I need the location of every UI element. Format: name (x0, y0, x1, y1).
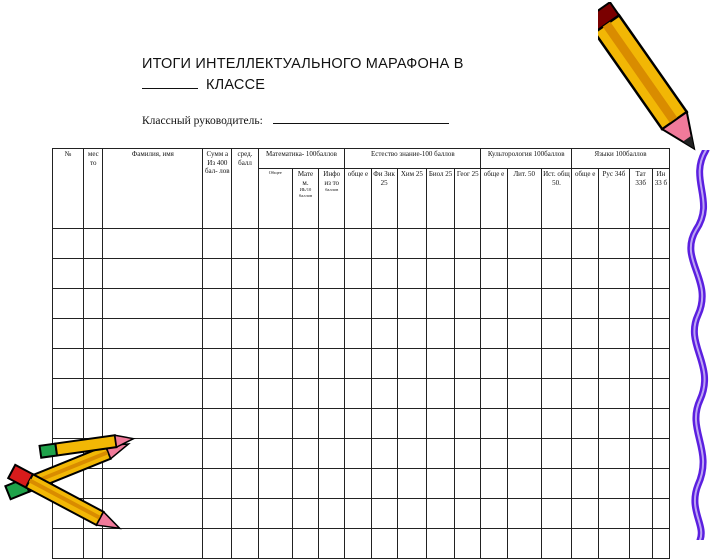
table-cell[interactable] (397, 289, 426, 319)
table-cell[interactable] (629, 229, 652, 259)
header-lang-tatar: Тат 33б (629, 169, 652, 229)
table-cell[interactable] (481, 529, 507, 559)
table-cell[interactable] (203, 229, 232, 259)
table-cell[interactable] (292, 289, 318, 319)
table-cell[interactable] (345, 529, 371, 559)
table-cell[interactable] (629, 379, 652, 409)
table-row (53, 379, 670, 409)
header-number: № (53, 149, 84, 229)
table-cell[interactable] (292, 529, 318, 559)
table-cell[interactable] (629, 529, 652, 559)
table-cell[interactable] (481, 259, 507, 289)
table-cell[interactable] (572, 289, 599, 319)
table-cell[interactable] (345, 319, 371, 349)
table-cell[interactable] (541, 289, 571, 319)
table-cell[interactable] (599, 259, 629, 289)
table-cell[interactable] (84, 319, 103, 349)
table-cell[interactable] (345, 439, 371, 469)
table-cell[interactable] (232, 469, 258, 499)
pencil-icon (598, 2, 704, 172)
table-cell[interactable] (232, 439, 258, 469)
table-cell[interactable] (258, 409, 292, 439)
header-average: сред. балл (232, 149, 258, 229)
table-row (53, 319, 670, 349)
pencils-icon (0, 430, 150, 540)
table-cell[interactable] (652, 379, 669, 409)
table-cell[interactable] (371, 319, 397, 349)
squiggle-decoration (676, 150, 720, 540)
table-cell[interactable] (652, 439, 669, 469)
table-cell[interactable] (203, 259, 232, 289)
header-math-math-main: Мате м. (297, 170, 314, 187)
table-cell[interactable] (507, 529, 541, 559)
table-cell[interactable] (572, 469, 599, 499)
table-cell[interactable] (53, 349, 84, 379)
table-cell[interactable] (292, 259, 318, 289)
table-cell[interactable] (258, 379, 292, 409)
table-cell[interactable] (599, 439, 629, 469)
table-cell[interactable] (371, 529, 397, 559)
table-cell[interactable] (345, 289, 371, 319)
table-cell[interactable] (629, 409, 652, 439)
table-cell[interactable] (481, 229, 507, 259)
table-cell[interactable] (481, 499, 507, 529)
table-cell[interactable] (232, 499, 258, 529)
table-cell[interactable] (599, 289, 629, 319)
table-cell[interactable] (232, 229, 258, 259)
header-culture-literature: Лит. 50 (507, 169, 541, 229)
table-cell[interactable] (599, 319, 629, 349)
header-group-science: Естество знание-100 баллов (345, 149, 481, 169)
table-cell[interactable] (426, 409, 454, 439)
table-cell[interactable] (292, 499, 318, 529)
table-cell[interactable] (397, 379, 426, 409)
table-cell[interactable] (629, 439, 652, 469)
header-science-chemistry: Хим 25 (397, 169, 426, 229)
table-cell[interactable] (541, 229, 571, 259)
table-cell[interactable] (258, 529, 292, 559)
table-cell[interactable] (397, 409, 426, 439)
header-math-informatics-small: баллов (325, 187, 339, 192)
table-cell[interactable] (426, 439, 454, 469)
teacher-label: Классный руководитель: (142, 115, 263, 127)
table-cell[interactable] (507, 409, 541, 439)
table-cell[interactable] (455, 289, 481, 319)
header-science-geography: Геог 25 (455, 169, 481, 229)
table-cell[interactable] (258, 289, 292, 319)
table-cell[interactable] (629, 259, 652, 289)
table-cell[interactable] (507, 289, 541, 319)
table-cell[interactable] (541, 439, 571, 469)
table-cell[interactable] (426, 379, 454, 409)
header-math-math (292, 169, 318, 229)
teacher-field (142, 113, 449, 127)
header-group-languages: Языки 100баллов (572, 149, 670, 169)
table-cell[interactable] (232, 259, 258, 289)
title-line-2 (142, 74, 582, 95)
table-cell[interactable] (319, 229, 345, 259)
table-cell[interactable] (232, 409, 258, 439)
header-row-groups (53, 149, 670, 169)
table-cell[interactable] (629, 499, 652, 529)
table-cell[interactable] (371, 289, 397, 319)
table-cell[interactable] (397, 439, 426, 469)
table-cell[interactable] (426, 229, 454, 259)
header-group-culture: Культорология 100баллов (481, 149, 572, 169)
table-cell[interactable] (481, 349, 507, 379)
table-cell[interactable] (319, 499, 345, 529)
table-cell[interactable] (292, 469, 318, 499)
table-cell[interactable] (481, 439, 507, 469)
table-cell[interactable] (203, 439, 232, 469)
table-cell[interactable] (258, 499, 292, 529)
table-cell[interactable] (629, 289, 652, 319)
table-cell[interactable] (481, 289, 507, 319)
table-cell[interactable] (203, 379, 232, 409)
table-cell[interactable] (507, 379, 541, 409)
header-lang-russian: Рус 34б (599, 169, 629, 229)
table-cell[interactable] (345, 229, 371, 259)
table-cell[interactable] (426, 529, 454, 559)
table-cell[interactable] (371, 259, 397, 289)
table-cell[interactable] (455, 439, 481, 469)
header-group-math: Математика- 100баллов (258, 149, 345, 169)
table-cell[interactable] (345, 349, 371, 379)
table-cell[interactable] (572, 379, 599, 409)
table-cell[interactable] (541, 349, 571, 379)
table-row (53, 289, 670, 319)
table-cell[interactable] (426, 289, 454, 319)
table-cell[interactable] (84, 379, 103, 409)
table-cell[interactable] (319, 469, 345, 499)
table-cell[interactable] (103, 379, 203, 409)
table-cell[interactable] (371, 409, 397, 439)
table-cell[interactable] (258, 469, 292, 499)
table-cell[interactable] (397, 499, 426, 529)
table-cell[interactable] (292, 319, 318, 349)
table-cell[interactable] (319, 289, 345, 319)
table-cell[interactable] (599, 499, 629, 529)
table-cell[interactable] (232, 349, 258, 379)
table-cell[interactable] (84, 289, 103, 319)
page-title (142, 54, 582, 95)
table-cell[interactable] (397, 529, 426, 559)
table-cell[interactable] (426, 319, 454, 349)
table-cell[interactable] (232, 529, 258, 559)
table-cell[interactable] (652, 499, 669, 529)
table-cell[interactable] (541, 529, 571, 559)
table-cell[interactable] (397, 259, 426, 289)
table-cell[interactable] (53, 379, 84, 409)
table-cell[interactable] (652, 409, 669, 439)
table-cell[interactable] (541, 379, 571, 409)
table-cell[interactable] (371, 469, 397, 499)
table-cell[interactable] (203, 409, 232, 439)
table-cell[interactable] (371, 229, 397, 259)
table-cell[interactable] (258, 349, 292, 379)
table-cell[interactable] (103, 289, 203, 319)
table-cell[interactable] (103, 229, 203, 259)
table-cell[interactable] (103, 349, 203, 379)
table-cell[interactable] (507, 229, 541, 259)
table-cell[interactable] (371, 439, 397, 469)
table-cell[interactable] (345, 379, 371, 409)
table-cell[interactable] (481, 379, 507, 409)
table-cell[interactable] (455, 379, 481, 409)
table-cell[interactable] (455, 499, 481, 529)
table-cell[interactable] (203, 289, 232, 319)
table-cell[interactable] (84, 259, 103, 289)
table-cell[interactable] (426, 469, 454, 499)
table-cell[interactable] (572, 259, 599, 289)
table-cell[interactable] (345, 259, 371, 289)
table-cell[interactable] (319, 319, 345, 349)
header-lang-total: обще е (572, 169, 599, 229)
table-cell[interactable] (258, 319, 292, 349)
table-cell[interactable] (572, 229, 599, 259)
table-row (53, 259, 670, 289)
table-cell[interactable] (203, 319, 232, 349)
header-sum: Сумм а Из 400 бал- лов (203, 149, 232, 229)
table-cell[interactable] (652, 259, 669, 289)
table-cell[interactable] (507, 319, 541, 349)
table-cell[interactable] (455, 229, 481, 259)
table-cell[interactable] (319, 529, 345, 559)
header-math-informatics-main: Инфо из то (323, 170, 341, 187)
table-cell[interactable] (455, 319, 481, 349)
table-cell[interactable] (397, 469, 426, 499)
table-cell[interactable] (481, 469, 507, 499)
table-cell[interactable] (629, 319, 652, 349)
table-cell[interactable] (103, 319, 203, 349)
table-cell[interactable] (203, 469, 232, 499)
table-cell[interactable] (652, 289, 669, 319)
table-cell[interactable] (507, 469, 541, 499)
table-cell[interactable] (319, 439, 345, 469)
title-line-1: ИТОГИ ИНТЕЛЛЕКТУАЛЬНОГО МАРАФОНА В (142, 56, 464, 72)
table-cell[interactable] (84, 349, 103, 379)
table-cell[interactable] (426, 499, 454, 529)
table-cell[interactable] (232, 379, 258, 409)
header-science-total: обще е (345, 169, 371, 229)
table-cell[interactable] (258, 439, 292, 469)
table-cell[interactable] (652, 529, 669, 559)
table-cell[interactable] (629, 469, 652, 499)
header-science-biology: Биол 25 (426, 169, 454, 229)
table-cell[interactable] (507, 439, 541, 469)
table-cell[interactable] (345, 469, 371, 499)
table-cell[interactable] (455, 349, 481, 379)
table-cell[interactable] (455, 529, 481, 559)
table-cell[interactable] (292, 409, 318, 439)
table-cell[interactable] (53, 259, 84, 289)
header-math-informatics (319, 169, 345, 229)
title-line-2-text: КЛАССЕ (206, 77, 266, 93)
table-cell[interactable] (319, 379, 345, 409)
table-cell[interactable] (652, 319, 669, 349)
table-cell[interactable] (292, 379, 318, 409)
table-cell[interactable] (572, 499, 599, 529)
table-cell[interactable] (541, 499, 571, 529)
table-cell[interactable] (53, 319, 84, 349)
table-cell[interactable] (507, 349, 541, 379)
table-cell[interactable] (84, 229, 103, 259)
table-cell[interactable] (599, 349, 629, 379)
table-cell[interactable] (455, 409, 481, 439)
table-cell[interactable] (652, 469, 669, 499)
table-cell[interactable] (481, 319, 507, 349)
table-cell[interactable] (541, 319, 571, 349)
table-cell[interactable] (507, 259, 541, 289)
table-cell[interactable] (345, 499, 371, 529)
table-cell[interactable] (455, 259, 481, 289)
header-lang-english: Ин 33 б (652, 169, 669, 229)
table-cell[interactable] (572, 529, 599, 559)
table-cell[interactable] (599, 229, 629, 259)
header-culture-total: обще е (481, 169, 507, 229)
table-cell[interactable] (203, 349, 232, 379)
table-cell[interactable] (319, 409, 345, 439)
header-place: мес то (84, 149, 103, 229)
table-cell[interactable] (599, 409, 629, 439)
table-cell[interactable] (629, 349, 652, 379)
table-cell[interactable] (541, 469, 571, 499)
table-cell[interactable] (292, 439, 318, 469)
table-cell[interactable] (572, 439, 599, 469)
table-cell[interactable] (572, 349, 599, 379)
table-cell[interactable] (371, 349, 397, 379)
table-cell[interactable] (426, 259, 454, 289)
table-row (53, 349, 670, 379)
class-blank-line (142, 74, 198, 89)
table-cell[interactable] (599, 379, 629, 409)
table-cell[interactable] (53, 229, 84, 259)
table-cell[interactable] (652, 229, 669, 259)
table-cell[interactable] (258, 229, 292, 259)
header-math-total: Общее (258, 169, 292, 229)
table-cell[interactable] (103, 259, 203, 289)
table-cell[interactable] (232, 319, 258, 349)
table-row (53, 229, 670, 259)
table-cell[interactable] (481, 409, 507, 439)
table-cell[interactable] (53, 289, 84, 319)
header-culture-history: Ист. общ 50. (541, 169, 571, 229)
header-science-physics: Фи Зик 25 (371, 169, 397, 229)
teacher-blank-line (273, 113, 449, 124)
table-cell[interactable] (572, 409, 599, 439)
table-cell[interactable] (455, 469, 481, 499)
table-cell[interactable] (203, 529, 232, 559)
table-cell[interactable] (319, 259, 345, 289)
header-name: Фамилия, имя (103, 149, 203, 229)
table-cell[interactable] (397, 319, 426, 349)
table-cell[interactable] (319, 349, 345, 379)
table-cell[interactable] (599, 469, 629, 499)
table-cell[interactable] (345, 409, 371, 439)
table-cell[interactable] (232, 289, 258, 319)
table-cell[interactable] (541, 409, 571, 439)
table-cell[interactable] (258, 259, 292, 289)
table-cell[interactable] (371, 379, 397, 409)
table-cell[interactable] (426, 349, 454, 379)
table-cell[interactable] (292, 229, 318, 259)
table-cell[interactable] (203, 499, 232, 529)
table-cell[interactable] (652, 349, 669, 379)
table-cell[interactable] (507, 499, 541, 529)
table-cell[interactable] (541, 259, 571, 289)
table-cell[interactable] (599, 529, 629, 559)
table-cell[interactable] (572, 319, 599, 349)
table-cell[interactable] (292, 349, 318, 379)
table-cell[interactable] (371, 499, 397, 529)
table-cell[interactable] (397, 229, 426, 259)
header-math-math-small: ИЬ/10 баллов (298, 187, 313, 198)
table-cell[interactable] (397, 349, 426, 379)
